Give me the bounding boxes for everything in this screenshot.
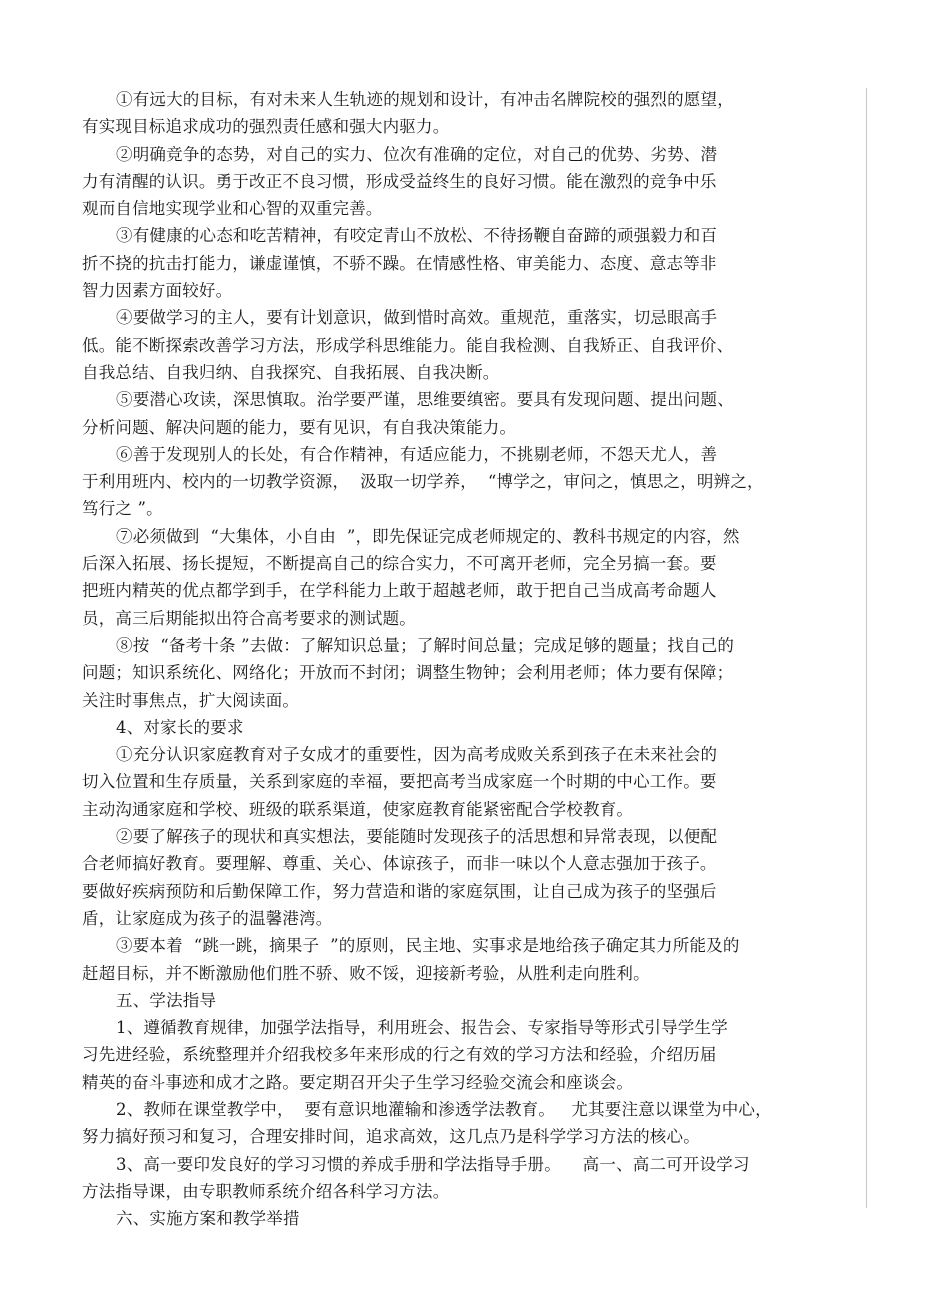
text-line: ⑤要潜心攻读，深思慎取。治学要严谨，思维要缜密。要具有发现问题、提出问题、 <box>116 390 734 410</box>
text-line: 把班内精英的优点都学到手，在学科能力上敢于超越老师，敢于把自己当成高考命题人 <box>82 581 717 601</box>
text-line: 六、实施方案和教学举措 <box>116 1209 300 1229</box>
text-line: ⑦必须做到 “大集体，小自由 ”，即先保证完成老师规定的、教科书规定的内容，然 <box>116 526 740 546</box>
text-line: 于利用班内、校内的一切教学资源， 汲取一切学养， “博学之，审问之，慎思之，明辨之， <box>82 472 764 492</box>
text-line: 赶超目标，并不断激励他们胜不骄、败不馁，迎接新考验，从胜利走向胜利。 <box>82 963 650 983</box>
text-line: 折不挠的抗击打能力，谦虚谨慎，不骄不躁。在情感性格、审美能力、态度、意志等非 <box>82 253 717 273</box>
text-line: 盾，让家庭成为孩子的温馨港湾。 <box>82 908 333 928</box>
text-line: 五、学法指导 <box>116 990 217 1010</box>
text-line: 1、遵循教育规律，加强学法指导，利用班会、报告会、专家指导等形式引导学生学 <box>116 1018 728 1038</box>
text-line: ②要了解孩子的现状和真实想法，要能随时发现孩子的活思想和异常表现，以便配 <box>116 827 718 847</box>
text-line: 后深入拓展、扬长提短，不断提高自己的综合实力，不可离开老师，完全另搞一套。要 <box>82 554 717 574</box>
text-line: 力有清醒的认识。勇于改正不良习惯，形成受益终生的良好习惯。能在激烈的竞争中乐 <box>82 171 717 191</box>
text-line: 2、教师在课堂教学中， 要有意识地灌输和渗透学法教育。 尤其要注意以课堂为中心， <box>116 1099 772 1119</box>
text-line: 笃行之 ”。 <box>82 499 163 519</box>
text-line: 精英的奋斗事迹和成才之路。要定期召开尖子生学习经验交流会和座谈会。 <box>82 1072 634 1092</box>
text-line: ⑧按 “备考十条 ”去做：了解知识总量；了解时间总量；完成足够的题量；找自己的 <box>116 635 735 655</box>
document-body <box>82 86 872 1232</box>
text-line: ②明确竞争的态势，对自己的实力、位次有准确的定位，对自己的优势、劣势、潜 <box>116 144 718 164</box>
text-line: ⑥善于发现别人的长处，有合作精神，有适应能力，不挑剔老师，不怨天尤人，善 <box>116 444 718 464</box>
text-line: ③要本着 “跳一跳，摘果子 ”的原则，民主地、实事求是地给孩子确定其力所能及的 <box>116 936 740 956</box>
text-line: 主动沟通家庭和学校、班级的联系渠道，使家庭教育能紧密配合学校教育。 <box>82 799 634 819</box>
text-line: 自我总结、自我归纳、自我探究、自我拓展、自我决断。 <box>82 362 500 382</box>
text-line: 有实现目标追求成功的强烈责任感和强大内驱力。 <box>82 117 450 137</box>
text-line: 要做好疾病预防和后勤保障工作，努力营造和谐的家庭氛围，让自己成为孩子的坚强后 <box>82 881 717 901</box>
text-line: 智力因素方面较好。 <box>82 281 233 301</box>
text-line: 低。能不断探索改善学习方法，形成学科思维能力。能自我检测、自我矫正、自我评价、 <box>82 335 734 355</box>
text-line: 观而自信地实现学业和心智的双重完善。 <box>82 199 383 219</box>
text-line: 关注时事焦点，扩大阅读面。 <box>82 690 300 710</box>
text-line: ①有远大的目标，有对未来人生轨迹的规划和设计，有冲击名牌院校的强烈的愿望， <box>116 90 734 109</box>
text-line: 方法指导课，由专职教师系统介绍各科学习方法。 <box>82 1181 450 1201</box>
text-line: 合老师搞好教育。要理解、尊重、关心、体谅孩子，而非一味以个人意志强加于孩子。 <box>82 854 717 874</box>
text-line: 习先进经验，系统整理并介绍我校多年来形成的行之有效的学习方法和经验，介绍历届 <box>82 1045 717 1065</box>
text-line: ④要做学习的主人，要有计划意识，做到惜时高效。重规范，重落实，切忌眼高手 <box>116 308 718 328</box>
text-line: ③有健康的心态和吃苦精神，有咬定青山不放松、不待扬鞭自奋蹄的顽强毅力和百 <box>116 226 718 246</box>
text-line: 3、高一要印发良好的学习习惯的养成手册和学法指导手册。 高一、高二可开设学习 <box>116 1154 750 1174</box>
text-line: 切入位置和生存质量，关系到家庭的幸福，要把高考当成家庭一个时期的中心工作。要 <box>82 772 717 792</box>
text-line: 员，高三后期能拟出符合高考要求的测试题。 <box>82 608 416 628</box>
text-line: ①充分认识家庭教育对子女成才的重要性，因为高考成败关系到孩子在未来社会的 <box>116 745 718 765</box>
text-line: 问题；知识系统化、网络化；开放而不封闭；调整生物钟；会利用老师；体力要有保障； <box>82 663 734 683</box>
text-line: 努力搞好预习和复习，合理安排时间，追求高效，这几点乃是科学学习方法的核心。 <box>82 1127 700 1147</box>
text-line: 4、对家长的要求 <box>116 717 244 737</box>
text-line: 分析问题、解决问题的能力，要有见识，有自我决策能力。 <box>82 417 517 437</box>
